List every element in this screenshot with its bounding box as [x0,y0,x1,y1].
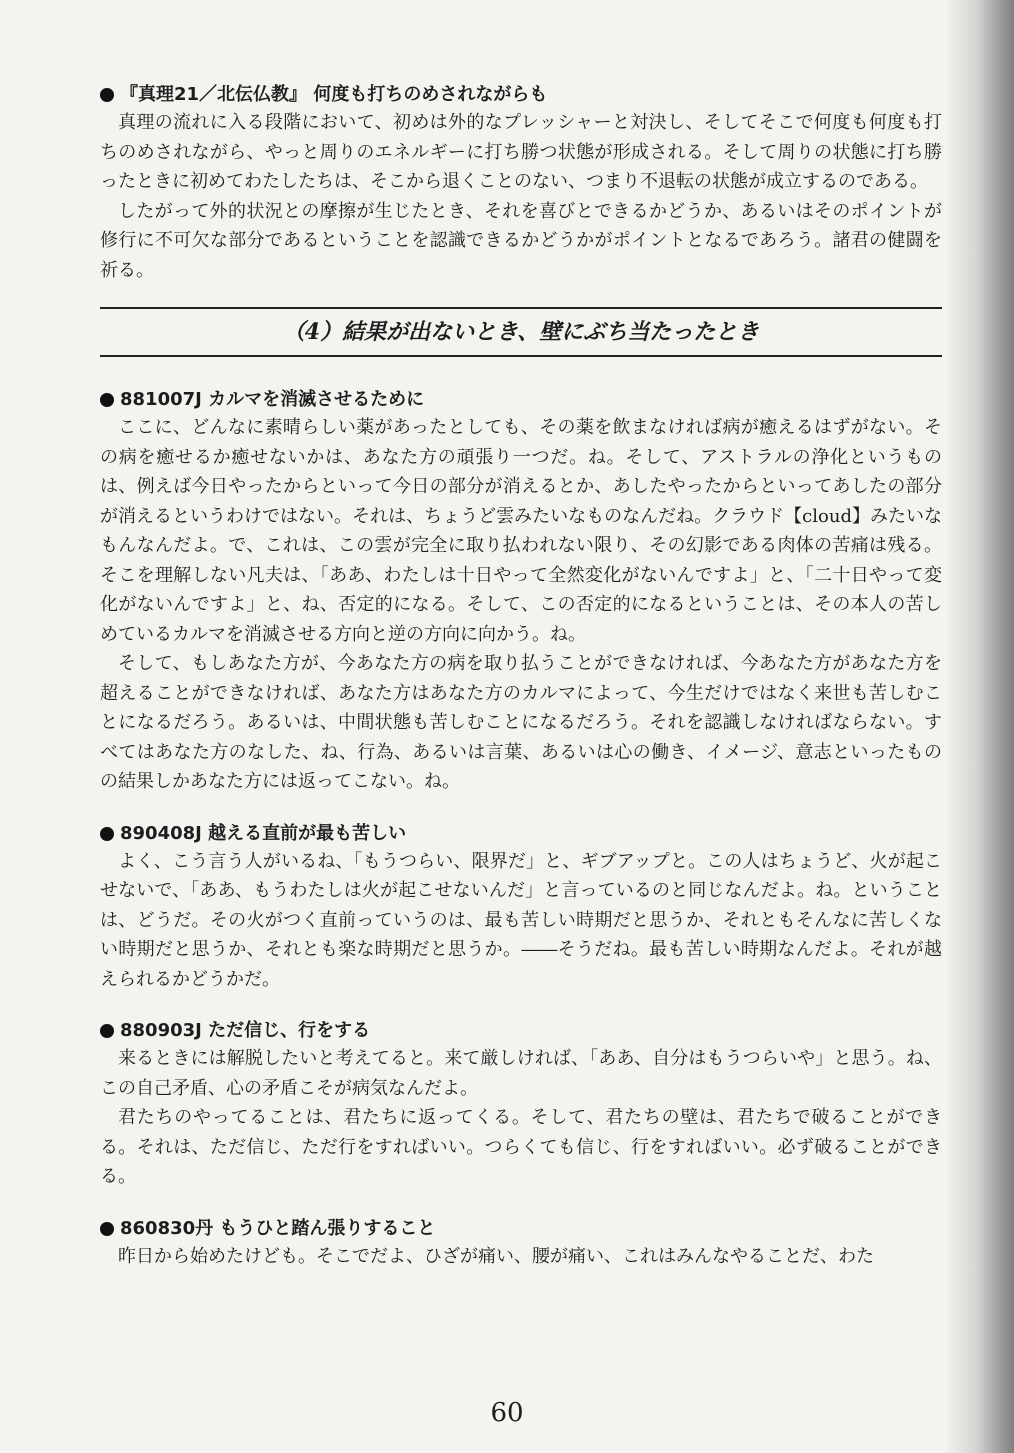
entry-880903J [100,1018,942,1192]
paragraph: そして、もしあなた方が、今あなた方の病を取り払うことができなければ、今あなた方があなた方を超えることができなければ、あなた方はあなた方のカルマによって、今生だけではなく来世も苦しむことになるだろう。あるいは、中間状態も苦しむことになるだろう。それを認識しなければならない。すべてはあなた方のなした、ね、行為、あるいは言葉、あるいは心の働き、イメージ、意志といったものの結果しかあなた方には返ってこない。ね。 [100,653,942,792]
entry-heading [100,1216,942,1242]
entry-heading-text: 『真理21／北伝仏教』 何度も打ちのめされながらも [120,84,548,105]
entry-heading [100,1018,942,1044]
entry-heading [100,821,942,847]
entry-heading [100,82,942,108]
paragraph: 君たちのやってることは、君たちに返ってくる。そして、君たちの壁は、君たちで破ることができる。それは、ただ信じ、ただ行をすればいい。つらくても信じ、行をすればいい。必ず破ることができる。 [100,1107,942,1187]
bullet-icon [100,1024,114,1038]
bullet-icon [100,393,114,407]
page-binding-shadow [944,0,1014,1453]
page-number: 60 [490,1398,524,1428]
paragraph: よく、こう言う人がいるね、「もうつらい、限界だ」と、ギブアップと。この人はちょうど、火が起こせないで、「ああ、もうわたしは火が起こせないんだ」と言っているのと同じなんだよ。ね。ということは、どうだ。その火がつく直前っていうのは、最も苦しい時期だと思うか、それともそんなに苦しくない時期だと思うか、それとも楽な時期だと思うか。――そうだね。最も苦しい時期なんだよ。それが越えられるかどうかだ。 [100,850,942,990]
entry-860830 [100,1216,942,1272]
section-header [100,307,942,357]
entry-shinri21 [100,82,942,285]
bullet-icon [100,827,114,841]
entry-heading-text: 890408J 越える直前が最も苦しい [120,822,407,844]
entry-heading-text: 880903J ただ信じ、行をする [120,1020,371,1041]
bullet-icon [100,88,114,102]
section-rule-bottom [100,355,942,357]
entry-heading-text: 860830丹 もうひと踏ん張りすること [120,1217,436,1239]
entry-heading [100,387,942,413]
section-rule-top [100,307,942,309]
entry-881007J [100,387,942,797]
entry-890408J [100,821,942,995]
paragraph: 来るときには解脱したいと考えてると。来て厳しければ、「ああ、自分はもうつらいや」と思う。ね、この自己矛盾、心の矛盾こそが病気なんだよ。 [100,1048,942,1099]
paragraph: したがって外的状況との摩擦が生じたとき、それを喜びとできるかどうか、あるいはそのポイントが修行に不可欠な部分であるということを認識できるかどうかがポイントとなるであろう。諸君の健闘を祈る。 [100,200,942,281]
paragraph: 昨日から始めたけども。そこでだよ、ひざが痛い、腰が痛い、これはみんなやることだ、わた [118,1245,874,1267]
page-content [100,82,942,1271]
bullet-icon [100,1222,114,1236]
paragraph: 真理の流れに入る段階において、初めは外的なプレッシャーと対決し、そしてそこで何度も何度も打ちのめされながら、やっと周りのエネルギーに打ち勝つ状態が形成される。そして周りの状態に打ち勝ったときに初めてわたしたちは、そこから退くことのない、つまり不退転の状態が成立するのである。 [100,112,942,192]
section-title: （4）結果が出ないとき、壁にぶち当たったとき [282,319,760,345]
entry-heading-text: 881007J カルマを消滅させるために [120,389,425,410]
paragraph: ここに、どんなに素晴らしい薬があったとしても、その薬を飲まなければ病が癒えるはずがない。その病を癒せるか癒せないかは、あなた方の頑張り一つだ。ね。そして、アストラルの浄化というものは、例えば今日やったからといって今日の部分が消えるとか、あしたやったからといってあしたの部分が消えるというわけではない。それは、ちょうど雲みたいなものなんだね。クラウド【cloud】みたいなもんなんだよ。で、これは、この雲が完全に取り払われない限り、その幻影である肉体の苦痛は残る。そこを理解しない凡夫は、「ああ、わたしは十日やって全然変化がないんですよ」と、「二十日やって変化がないんですよ」と、ね、否定的になる。そして、この否定的になるということは、その本人の苦しめているカルマを消滅させる方向と逆の方向に向かう。ね。 [100,417,942,645]
